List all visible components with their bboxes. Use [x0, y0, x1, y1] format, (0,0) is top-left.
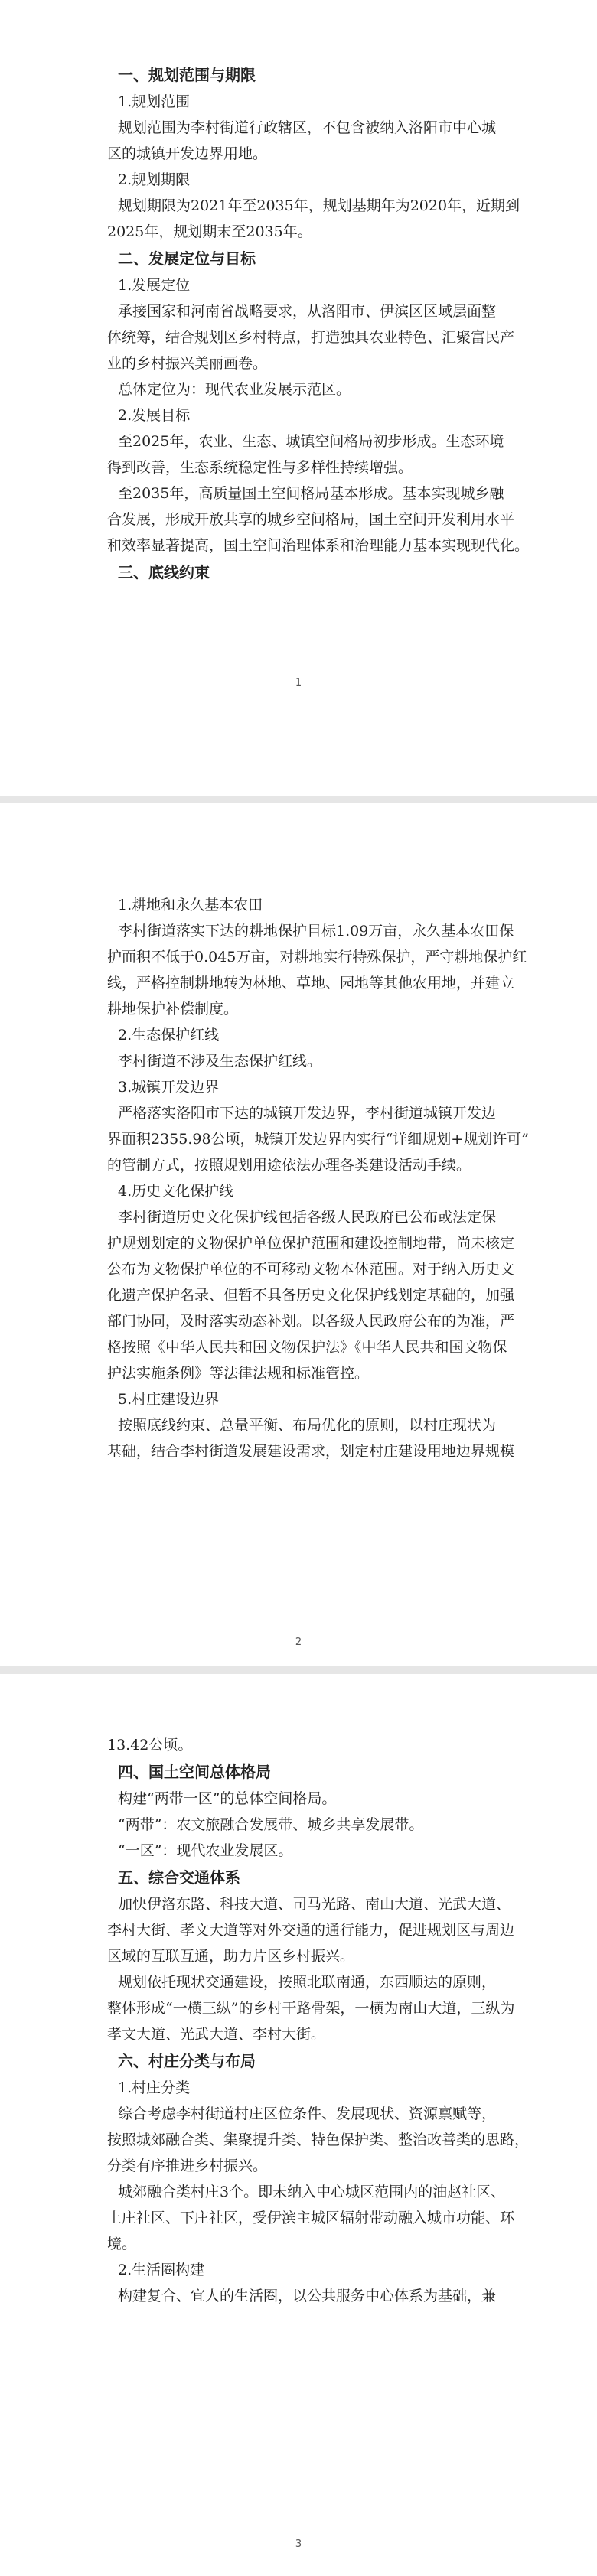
paragraph-line: “两带”：农文旅融合发展带、城乡共享发展带。	[118, 1816, 424, 1833]
paragraph-line: 境。	[107, 2236, 137, 2252]
section-heading: 二、发展定位与目标	[118, 249, 256, 268]
subsection-heading: 1.村庄分类	[118, 2079, 191, 2096]
paragraph-line: 至2025年，农业、生态、城镇空间格局初步形成。生态环境	[118, 433, 504, 450]
paragraph-line: 按照底线约束、总量平衡、布局优化的原则，以村庄现状为	[118, 1417, 497, 1434]
paragraph-line: 城郊融合类村庄3个。即未纳入中心城区范围内的油赵社区、	[118, 2184, 506, 2200]
paragraph-line: 严格落实洛阳市下达的城镇开发边界，李村街道城镇开发边	[118, 1105, 497, 1122]
paragraph-line: 加快伊洛东路、科技大道、司马光路、南山大道、光武大道、	[118, 1896, 511, 1913]
paragraph-line: 线，严格控制耕地转为林地、草地、园地等其他农用地，并建立	[107, 975, 515, 992]
paragraph-line: 承接国家和河南省战略要求，从洛阳市、伊滨区区域层面整	[118, 303, 497, 320]
subsection-heading: 2.规划期限	[118, 171, 191, 188]
subsection-heading: 2.生活圈构建	[118, 2262, 205, 2278]
paragraph-line: 得到改善，生态系统稳定性与多样性持续增强。	[107, 459, 413, 476]
paragraph-line: 至2035年，高质量国土空间格局基本形成。基本实现城乡融	[118, 485, 504, 502]
paragraph-line: 整体形成“一横三纵”的乡村干路骨架，一横为南山大道，三纵为	[107, 2000, 515, 2017]
paragraph-line: 分类有序推进乡村振兴。	[107, 2158, 268, 2174]
paragraph-line: 李村街道落实下达的耕地保护目标1.09万亩，永久基本农田保	[118, 923, 514, 940]
paragraph-line: 构建复合、宜人的生活圈，以公共服务中心体系为基础，兼	[118, 2288, 497, 2304]
paragraph-line: 区的城镇开发边界用地。	[107, 145, 268, 162]
paragraph-line: 综合考虑李村街道村庄区位条件、发展现状、资源禀赋等，	[118, 2105, 497, 2122]
page-2-body	[107, 892, 529, 1464]
paragraph-line: 体统筹，结合规划区乡村特点，打造独具农业特色、汇聚富民产	[107, 329, 515, 346]
section-heading: 三、底线约束	[118, 563, 210, 581]
subsection-heading: 5.村庄建设边界	[118, 1391, 220, 1408]
subsection-heading: 1.发展定位	[118, 277, 191, 294]
paragraph-line: 格按照《中华人民共和国文物保护法》《中华人民共和国文物保	[107, 1339, 507, 1356]
subsection-heading: 4.历史文化保护线	[118, 1183, 234, 1200]
paragraph-line: 合发展，形成开放共享的城乡空间格局，国土空间开发利用水平	[107, 511, 515, 528]
paragraph-line: 护规划划定的文物保护单位保护范围和建设控制地带，尚未核定	[107, 1235, 515, 1252]
paragraph-line: 2025年，规划期末至2035年。	[107, 223, 312, 240]
page-number: 1	[295, 677, 302, 689]
paragraph-line: 公布为文物保护单位的不可移动文物本体范围。对于纳入历史文	[107, 1261, 515, 1278]
paragraph-line: 界面积2355.98公顷，城镇开发边界内实行“详细规划+规划许可”	[107, 1131, 529, 1148]
subsection-heading: 2.发展目标	[118, 407, 191, 424]
paragraph-line: 13.42公顷。	[107, 1737, 193, 1754]
page-number: 2	[295, 1636, 302, 1648]
section-heading: 一、规划范围与期限	[118, 66, 256, 84]
paragraph-line: 规划范围为李村街道行政辖区，不包含被纳入洛阳市中心城	[118, 119, 497, 136]
paragraph-line: 孝文大道、光武大道、李村大街。	[107, 2026, 326, 2043]
paragraph-line: 基础，结合李村街道发展建设需求，划定村庄建设用地边界规模	[107, 1443, 515, 1460]
page-3-body	[107, 1732, 530, 2309]
paragraph-line: 业的乡村振兴美丽画卷。	[107, 355, 268, 372]
section-heading: 六、村庄分类与布局	[118, 2052, 256, 2070]
subsection-heading: 1.规划范围	[118, 93, 191, 110]
paragraph-line: 化遗产保护名录、但暂不具备历史文化保护线划定基础的，加强	[107, 1287, 515, 1304]
page-number: 3	[295, 2539, 302, 2550]
paragraph-line: “一区”：现代农业发展区。	[118, 1842, 293, 1859]
document-page-2	[0, 803, 597, 1666]
subsection-heading: 3.城镇开发边界	[118, 1079, 220, 1096]
page-1-body	[107, 61, 530, 586]
paragraph-line: 上庄社区、下庄社区，受伊滨主城区辐射带动融入城市功能、环	[107, 2210, 515, 2226]
document-page-1	[0, 0, 597, 796]
paragraph-line: 耕地保护补偿制度。	[107, 1001, 239, 1018]
paragraph-line: 李村大街、孝文大道等对外交通的通行能力，促进规划区与周边	[107, 1922, 515, 1939]
paragraph-line: 规划依托现状交通建设，按照北联南通，东西顺达的原则，	[118, 1974, 497, 1991]
paragraph-line: 部门协同，及时落实动态补划。以各级人民政府公布的为准，严	[107, 1313, 515, 1330]
section-heading: 四、国土空间总体格局	[118, 1763, 271, 1781]
paragraph-line: 的管制方式，按照规划用途依法办理各类建设活动手续。	[107, 1157, 471, 1174]
section-heading: 五、综合交通体系	[118, 1868, 240, 1887]
document-page-3	[0, 1674, 597, 2576]
paragraph-line: 李村街道历史文化保护线包括各级人民政府已公布或法定保	[118, 1209, 497, 1226]
paragraph-line: 护法实施条例》等法律法规和标准管控。	[107, 1365, 370, 1382]
subsection-heading: 2.生态保护红线	[118, 1027, 220, 1044]
paragraph-line: 李村街道不涉及生态保护红线。	[118, 1053, 322, 1070]
paragraph-line: 构建“两带一区”的总体空间格局。	[118, 1790, 337, 1807]
paragraph-line: 按照城郊融合类、集聚提升类、特色保护类、整治改善类的思路，	[107, 2131, 530, 2148]
paragraph-line: 和效率显著提高，国土空间治理体系和治理能力基本实现现代化。	[107, 537, 530, 554]
subsection-heading: 1.耕地和永久基本农田	[118, 897, 263, 913]
paragraph-line: 规划期限为2021年至2035年，规划基期年为2020年，近期到	[118, 197, 520, 214]
paragraph-line: 总体定位为：现代农业发展示范区。	[118, 381, 351, 398]
paragraph-line: 区域的互联互通，助力片区乡村振兴。	[107, 1948, 355, 1965]
paragraph-line: 护面积不低于0.045万亩，对耕地实行特殊保护，严守耕地保护红	[107, 949, 527, 966]
